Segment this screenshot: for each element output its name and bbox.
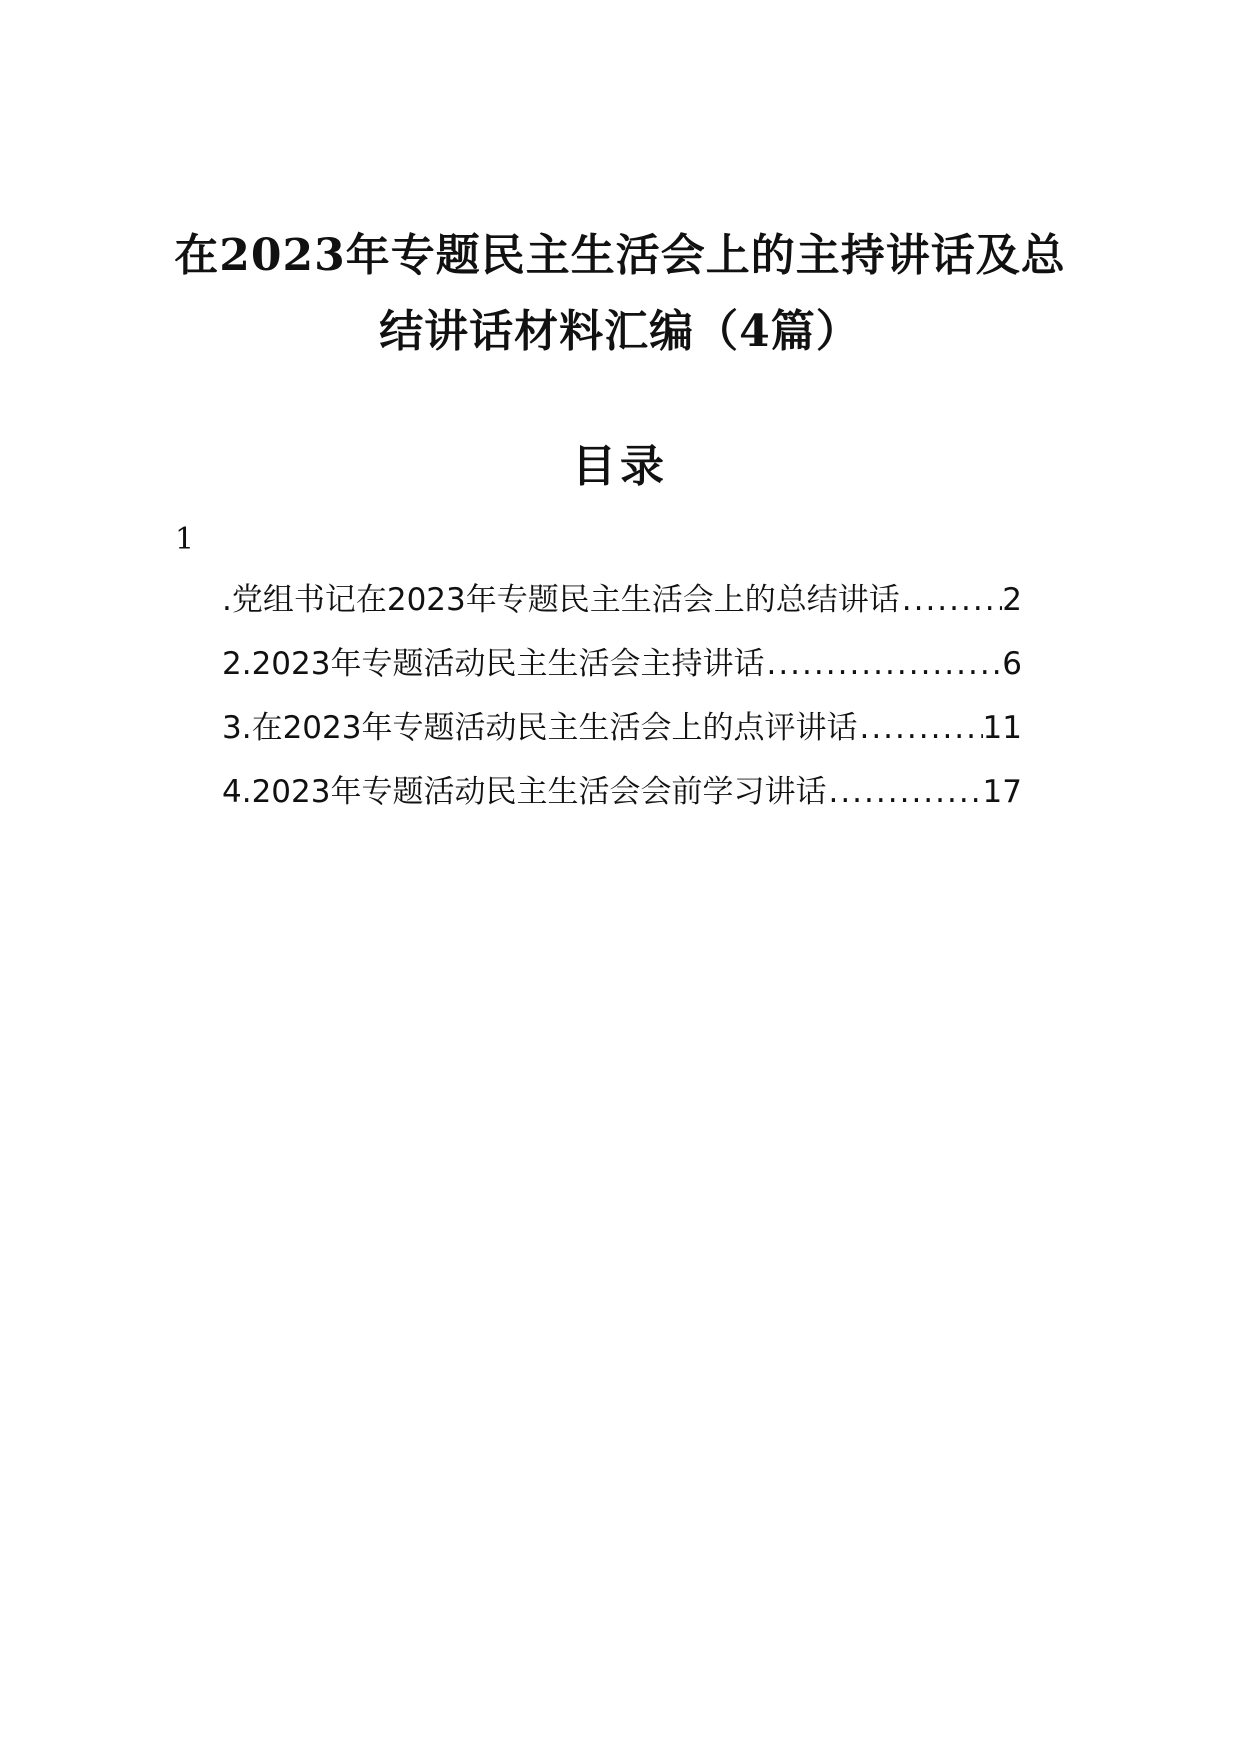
document-title-line-1: 在2023年专题民主生活会上的主持讲话及总 <box>174 230 1066 281</box>
toc-dot-leader <box>764 642 1002 686</box>
toc-entry-page-number: 6 <box>1002 646 1022 682</box>
toc-entry-2[interactable] <box>222 642 1022 706</box>
toc-dot-leader <box>900 578 1003 622</box>
table-of-contents <box>222 578 1022 834</box>
toc-entry-page-number: 11 <box>982 710 1022 746</box>
toc-dot-leader <box>857 706 982 750</box>
document-title <box>150 218 1090 370</box>
toc-entry-page-number: 2 <box>1002 582 1022 618</box>
toc-entry-1[interactable] <box>222 578 1022 642</box>
toc-entry-text: 4.2023年专题活动民主生活会会前学习讲话 <box>222 774 827 810</box>
toc-entry-text: 3.在2023年专题活动民主生活会上的点评讲话 <box>222 710 858 746</box>
toc-number-fragment: 1 <box>175 522 195 557</box>
toc-entry-page-number: 17 <box>982 774 1022 810</box>
document-title-line-2: 结讲话材料汇编（4篇） <box>379 306 861 357</box>
toc-entry-text: .党组书记在2023年专题民主生活会上的总结讲话 <box>222 582 900 618</box>
toc-heading: 目录 <box>572 441 668 492</box>
toc-entry-4[interactable] <box>222 770 1022 834</box>
toc-dot-leader <box>826 770 982 814</box>
toc-entry-text: 2.2023年专题活动民主生活会主持讲话 <box>222 646 765 682</box>
toc-entry-3[interactable] <box>222 706 1022 770</box>
